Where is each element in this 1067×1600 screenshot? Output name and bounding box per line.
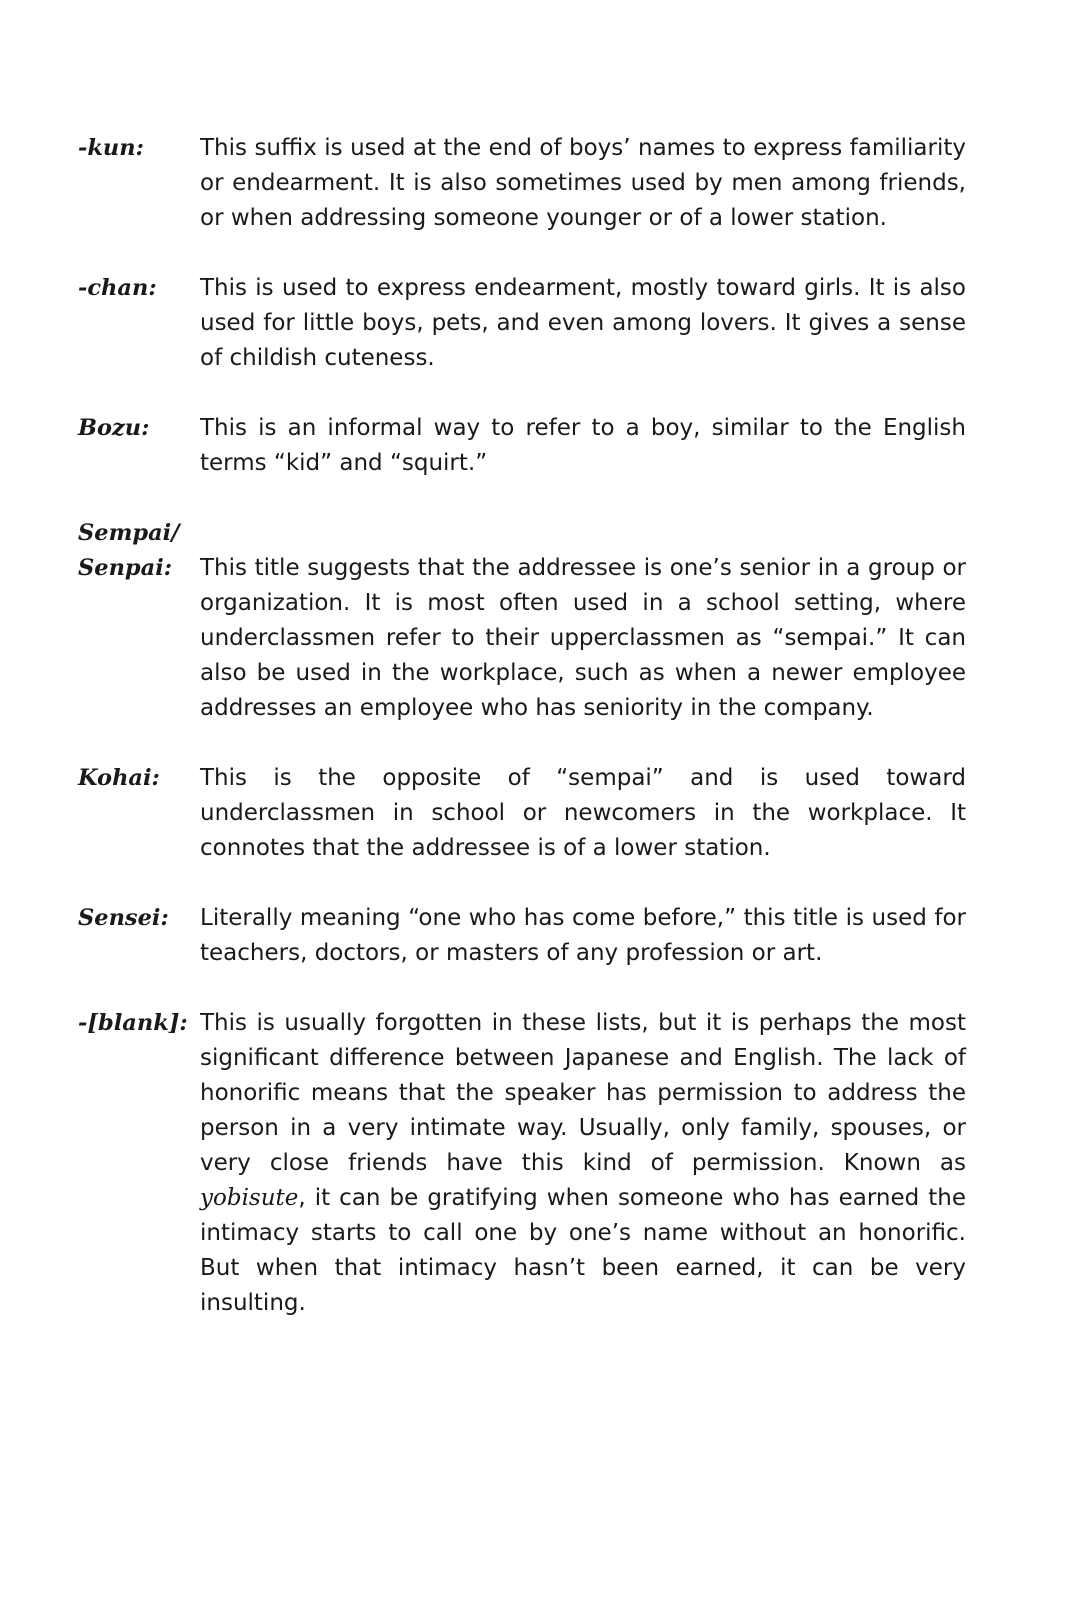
definition-text: Literally meaning “one who has come before,” this title is used for teachers, doctors, or masters of any profession or art. <box>200 905 966 966</box>
definition-bozu <box>200 411 966 481</box>
term-sempai-line1: Sempai/ <box>78 520 180 546</box>
term-kun: -kun: <box>78 135 144 161</box>
honorifics-glossary <box>78 131 966 1356</box>
definition-text: This is the opposite of “sempai” and is used toward underclassmen in school or newcomers in the workplace. It connotes that the addressee is of a lower station. <box>200 765 966 861</box>
definition-kohai <box>200 761 966 866</box>
glossary-entry-senpai <box>78 551 966 726</box>
term-sensei: Sensei: <box>78 905 169 931</box>
glossary-entry-kun <box>78 131 966 236</box>
glossary-entry-kohai <box>78 761 966 866</box>
definition-blank <box>200 1006 966 1321</box>
definition-text-part2: , it can be gratifying when someone who has earned the intimacy starts to call one by one’s name without an honorific. But when that intimacy hasn’t been earned, it can be very insulting. <box>200 1185 966 1316</box>
definition-text: This is an informal way to refer to a boy, similar to the English terms “kid” and “squirt.” <box>200 415 966 476</box>
glossary-entry-blank <box>78 1006 966 1321</box>
glossary-entry-sensei <box>78 901 966 971</box>
term-blank: -[blank]: <box>78 1010 188 1036</box>
term-kohai: Kohai: <box>78 765 160 791</box>
term-bozu: Bozu: <box>78 415 150 441</box>
definition-sensei <box>200 901 966 971</box>
definition-text <box>200 1006 966 1321</box>
definition-text-part1: This is usually forgotten in these lists, but it is perhaps the most significant difference between Japanese and English. The lack of honorific means that the speaker has permission to address the person in a very intimate way. Usually, only family, spouses, or very close friends have this kind of permission. Known as <box>200 1010 966 1176</box>
term-senpai: Senpai: <box>78 555 173 581</box>
definition-text: This title suggests that the addressee is one’s senior in a group or organization. It is most often used in a school setting, where underclassmen refer to their upperclassmen as “sempai.” It can also be used in the workplace, such as when a newer employee addresses an employee who has seniority in the company. <box>200 555 966 721</box>
glossary-entry-chan <box>78 271 966 376</box>
definition-italic-term: yobisute <box>200 1185 299 1211</box>
definition-text: This suffix is used at the end of boys’ names to express familiarity or endearment. It is also sometimes used by men among friends, or when addressing someone younger or of a lower station. <box>200 135 966 231</box>
definition-senpai <box>200 551 966 726</box>
glossary-entry-bozu <box>78 411 966 481</box>
definition-chan <box>200 271 966 376</box>
definition-kun <box>200 131 966 236</box>
definition-text: This is used to express endearment, mostly toward girls. It is also used for little boys, pets, and even among lovers. It gives a sense of childish cuteness. <box>200 275 966 371</box>
term-chan: -chan: <box>78 275 157 301</box>
